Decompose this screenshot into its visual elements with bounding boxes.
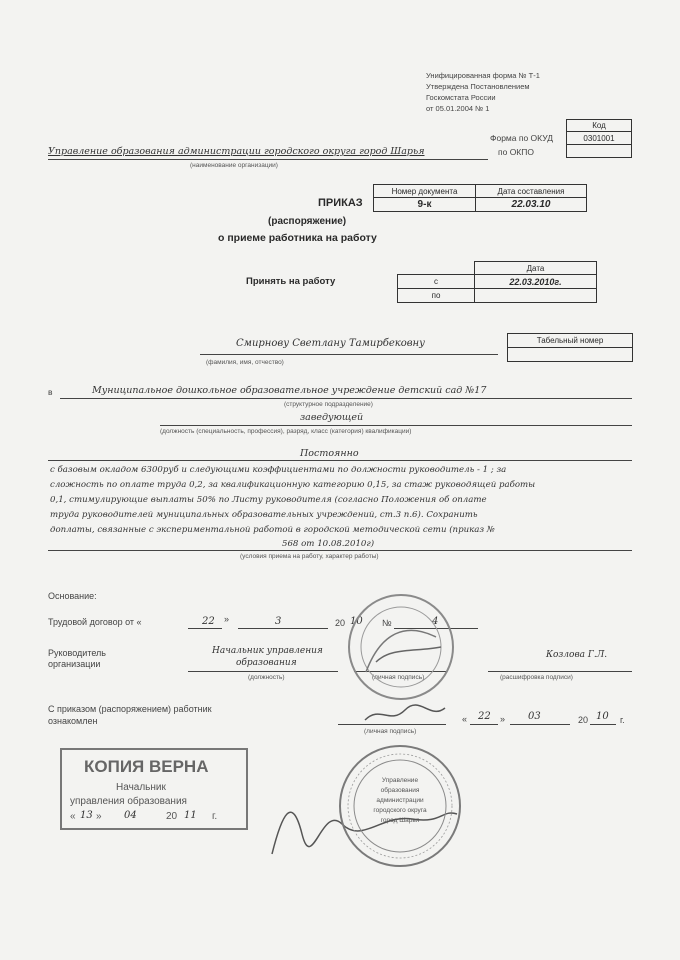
ack-close-quote: » — [500, 714, 506, 724]
doc-no-header-cell — [373, 184, 476, 198]
copy-stamp-title: КОПИЯ ВЕРНА — [84, 757, 209, 776]
conditions-line1: с базовым окладом 6300руб и следующими коэффициентами по должности руководитель - 1 ; за — [50, 465, 507, 475]
ack-signature-image — [360, 700, 450, 728]
head-label-line2: организации — [48, 659, 101, 669]
ack-year-suffix: г. — [620, 715, 625, 725]
ack-line1: С приказом (распоряжением) работник — [48, 704, 212, 714]
conditions-line5: доплаты, связанные с экспериментальной работой в городской методической сети (приказ № — [50, 525, 495, 535]
copy-stamp-close-quote: » — [96, 811, 102, 822]
head-signature-caption: (личная подпись) — [372, 674, 425, 681]
head-position-underline — [188, 671, 338, 672]
seal-center-4: городского округа — [373, 807, 427, 814]
copy-stamp-day: 13 — [80, 810, 93, 821]
basis-year-prefix: 20 — [335, 618, 346, 628]
seal-center-1: Управление — [381, 777, 419, 784]
hire-from-label: с — [434, 277, 438, 286]
basis-day-underline — [188, 628, 222, 629]
basis-month: 3 — [275, 616, 282, 627]
seal-center-5: город Шарья — [380, 817, 420, 824]
ack-month: 03 — [528, 711, 541, 722]
basis-no-label: № — [382, 618, 392, 628]
okpo-label: по ОКПО — [498, 147, 534, 157]
form-ref-line4: от 05.01.2004 № 1 — [426, 104, 490, 113]
seal-upper-image — [346, 592, 456, 702]
head-decoding-underline — [488, 671, 632, 672]
head-position-line2: образования — [236, 658, 297, 668]
doc-date-header: Дата составления — [497, 186, 565, 196]
hire-from-label-cell — [397, 274, 475, 289]
unit-underline — [60, 398, 632, 399]
copy-stamp-line3: управления образования — [70, 796, 187, 807]
doc-date: 22.03.10 — [511, 199, 551, 210]
head-position-caption: (должность) — [248, 674, 285, 681]
employee-underline — [200, 354, 498, 355]
conditions-line6: 568 от 10.08.2010г) — [282, 539, 375, 549]
position-caption: (должность (специальность, профессия), разряд, класс (категория) квалификации) — [160, 428, 412, 435]
ack-day: 22 — [478, 711, 491, 722]
ack-day-underline — [470, 724, 498, 725]
unit-prefix: в — [48, 387, 53, 397]
copy-stamp-year: 11 — [184, 810, 197, 821]
copy-stamp — [60, 748, 248, 830]
seal-center-3: администрации — [376, 797, 424, 804]
ack-open-quote: « — [462, 714, 468, 724]
basis-number: 4 — [432, 616, 439, 627]
order-title: ПРИКАЗ — [318, 197, 363, 209]
doc-date-cell — [475, 197, 587, 212]
order-subtitle: (распоряжение) — [268, 216, 347, 227]
basis-label: Основание: — [48, 591, 97, 601]
form-ref-line3: Госкомстата России — [426, 93, 496, 102]
conditions-line4: труда руководителей муниципальных образовательных учреждений, ст.3 п.6). Сохранить — [50, 510, 478, 520]
head-label-line1: Руководитель — [48, 648, 106, 658]
ack-year: 10 — [596, 711, 609, 722]
employee-name: Смирнову Светлану Тамирбековну — [236, 338, 425, 349]
copy-stamp-year-prefix: 20 — [166, 811, 178, 822]
form-ref-line2: Утверждена Постановлением — [426, 82, 530, 91]
hire-date-header-cell — [474, 261, 597, 275]
conditions-line3: 0,1, стимулирующие выплаты 50% по Листу руководителя (согласно Положения об оплате — [50, 495, 487, 505]
okpo-value-cell — [566, 144, 632, 158]
basis-month-underline — [238, 628, 328, 629]
form-ref-line1: Унифицированная форма № Т-1 — [426, 71, 540, 80]
hire-to-date-cell — [474, 288, 597, 303]
okud-value-cell — [566, 131, 632, 145]
seal-lower-dashed-ring — [348, 754, 452, 858]
tab-no-label: Табельный номер — [536, 336, 604, 345]
basis-contract-label: Трудовой договор от « — [48, 617, 142, 627]
doc-no-header: Номер документа — [391, 186, 458, 196]
head-decoding: Козлова Г.Л. — [546, 650, 608, 660]
tab-no-value-cell — [507, 347, 633, 362]
okud-label: Форма по ОКУД — [490, 133, 553, 143]
seal-upper-inner-ring — [361, 607, 441, 687]
ack-month-underline — [510, 724, 570, 725]
ack-signature-caption: (личная подпись) — [364, 728, 417, 735]
organization-caption: (наименование организации) — [190, 162, 278, 169]
hire-label: Принять на работу — [246, 276, 336, 287]
organization-underline — [48, 159, 488, 160]
seal-center-2: образования — [380, 787, 420, 794]
unit-caption: (структурное подразделение) — [284, 401, 373, 408]
head-position-line1: Начальник управления — [212, 646, 323, 656]
conditions-line2: сложность по оплате труда 0,2, за квалификационную категорию 0,15, за стаж руководящей работы — [50, 480, 536, 490]
organization-name: Управление образования администрации городского округа город Шарья — [48, 146, 425, 157]
hire-date-header: Дата — [526, 263, 545, 273]
okud-value: 0301001 — [583, 133, 615, 143]
basis-year: 10 — [350, 616, 363, 627]
hire-from-date: 22.03.2010г. — [509, 276, 562, 287]
unit-position: заведующей — [300, 412, 364, 423]
employee-name-caption: (фамилия, имя, отчество) — [206, 359, 284, 366]
tab-no-label-cell — [507, 333, 633, 348]
conditions-caption: (условия приема на работу, характер работы) — [240, 553, 379, 560]
conditions-underline-2 — [48, 550, 632, 551]
seal-lower-outer-ring — [340, 746, 460, 866]
hire-to-label: по — [431, 291, 441, 300]
seal-lower-image — [336, 742, 464, 870]
unit-name: Муниципальное дошкольное образовательное учреждение детский сад №17 — [92, 385, 487, 396]
head-decoding-caption: (расшифровка подписи) — [500, 674, 573, 681]
position-underline — [160, 425, 632, 426]
basis-day-close-quote: » — [224, 614, 230, 624]
hire-from-date-cell — [474, 274, 597, 289]
ack-signature-stroke — [365, 705, 445, 720]
ack-year-underline — [590, 724, 616, 725]
conditions-underline-1 — [48, 460, 632, 461]
conditions-title: Постоянно — [300, 448, 359, 459]
copy-stamp-year-suffix: г. — [212, 811, 218, 822]
basis-day: 22 — [202, 616, 215, 627]
ack-year-prefix: 20 — [578, 715, 589, 725]
seal-upper-signature-stroke-2 — [376, 647, 441, 662]
codes-header: Код — [592, 121, 606, 130]
copy-stamp-line2: Начальник — [116, 782, 166, 793]
hire-to-label-cell — [397, 288, 475, 303]
order-topic: о приеме работника на работу — [218, 232, 377, 244]
ack-line2: ознакомлен — [48, 716, 98, 726]
doc-no-cell — [373, 197, 476, 212]
doc-date-header-cell — [475, 184, 587, 198]
copy-stamp-open-quote: « — [70, 811, 76, 822]
doc-no: 9-к — [417, 199, 432, 210]
seal-lower-inner-ring — [354, 760, 446, 852]
copy-stamp-month: 04 — [124, 810, 137, 821]
